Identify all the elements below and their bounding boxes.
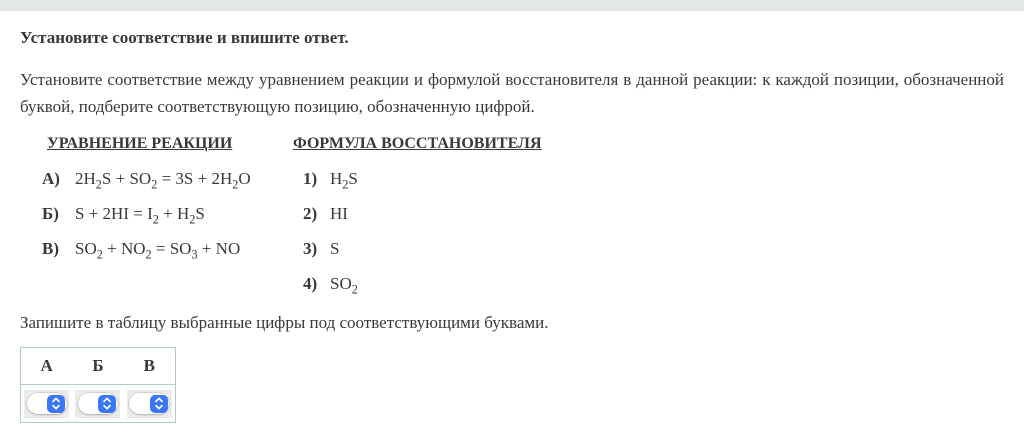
option-number: 4): [303, 274, 318, 293]
answer-select-a[interactable]: [27, 393, 67, 414]
options-column: [293, 133, 542, 295]
equation-formula: $SO_2 + NO_2 = SO_3$ + NO: [75, 239, 241, 262]
equation-formula: $2H_2S + SO_2 = 3S + 2H_2O$: [75, 169, 251, 192]
select-backdrop: [75, 390, 120, 418]
equation-letter: А): [42, 169, 60, 188]
write-instruction: Запишите в таблицу выбранные цифры под соответствующими буквами.: [20, 313, 549, 332]
option-number: 1): [303, 169, 318, 188]
options-column-header: ФОРМУЛА ВОССТАНОВИТЕЛЯ: [293, 135, 542, 152]
up-down-arrows-icon: [150, 395, 168, 413]
top-bar: [0, 0, 1024, 11]
answer-column-label-a: А: [40, 356, 53, 375]
option-row-1: [303, 168, 542, 190]
equation-letter: В): [42, 239, 59, 258]
select-backdrop: [127, 390, 172, 418]
matching-section: [42, 133, 1004, 295]
equation-formula: $S + 2HI = I_2 + H_2S$: [75, 204, 205, 227]
option-formula: HI: [330, 204, 348, 223]
equation-letter: Б): [42, 204, 59, 223]
answer-column-label-v: В: [143, 356, 155, 375]
equation-row-v: [42, 238, 293, 260]
question-panel: [0, 27, 1024, 423]
equations-column-header: УРАВНЕНИЕ РЕАКЦИИ: [47, 135, 233, 152]
option-row-3: [303, 238, 542, 260]
option-row-4: [303, 273, 542, 295]
equations-column: [42, 133, 293, 295]
task-instruction: Установите соответствие между уравнением реакции и формулой восстановителя в данной реакции: к каждой позиции, обозначенной буквой, подберите соответствующую позицию, обозначенную цифрой.: [20, 70, 1004, 116]
answer-table-header: [21, 348, 175, 385]
equation-row-a: [42, 168, 293, 190]
option-row-2: [303, 203, 542, 225]
answer-select-v[interactable]: [129, 393, 169, 414]
answer-select-b[interactable]: [78, 393, 118, 414]
select-backdrop: [24, 390, 69, 418]
answer-cell-b: [72, 390, 123, 418]
option-formula: $H_2S$: [330, 169, 358, 192]
option-formula: S: [330, 239, 340, 258]
task-title: Установите соответствие и впишите ответ.: [20, 28, 349, 47]
equation-row-b: [42, 203, 293, 225]
answer-cell-a: [21, 390, 72, 418]
answer-cell-v: [124, 390, 175, 418]
up-down-arrows-icon: [98, 395, 116, 413]
answer-table-selects-row: [21, 385, 175, 422]
option-number: 3): [303, 239, 318, 258]
answer-column-label-b: Б: [92, 356, 104, 375]
option-formula: $SO_2$: [330, 274, 358, 297]
answer-table: [20, 347, 176, 423]
up-down-arrows-icon: [47, 395, 65, 413]
option-number: 2): [303, 204, 318, 223]
